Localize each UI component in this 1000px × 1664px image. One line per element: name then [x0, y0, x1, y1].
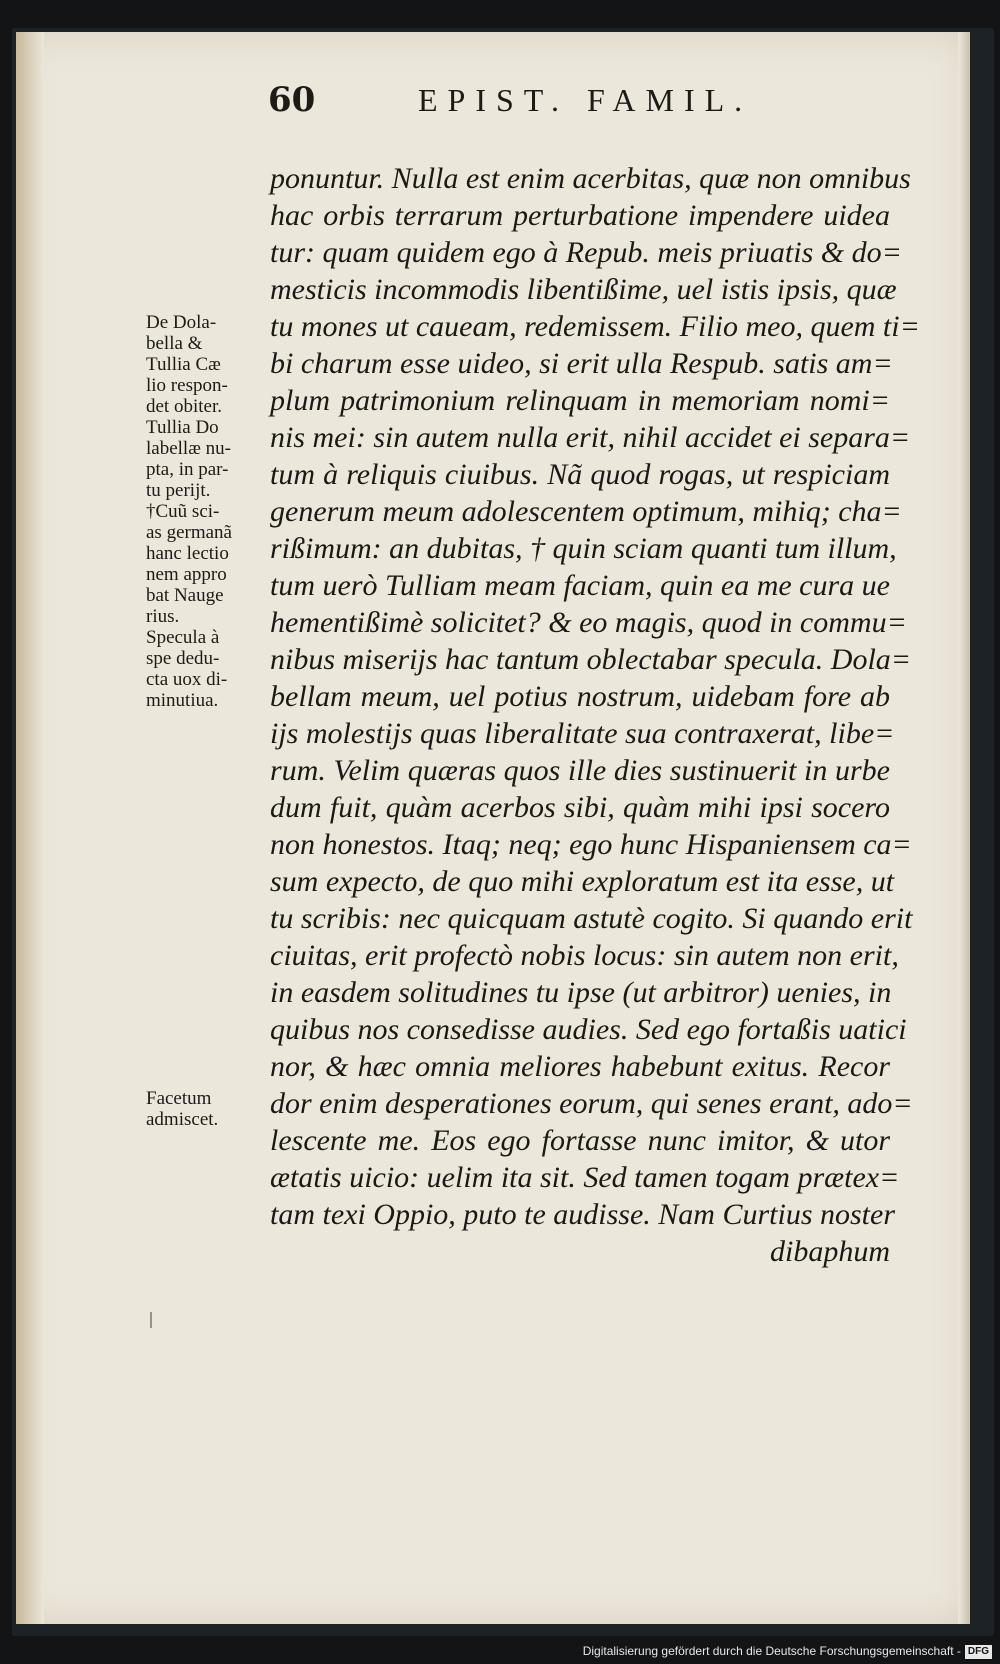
marginal-note-line: as germanã [146, 522, 232, 543]
marginal-note-line: tu perijt. [146, 480, 211, 501]
text-line: dum fuit, quàm acerbos sibi, quàm mihi ipsi socero [270, 791, 890, 824]
text-line: nor, & hæc omnia meliores habebunt exitus. Recor [270, 1050, 890, 1083]
marginal-note-dolabella [146, 312, 268, 711]
marginal-note-line: bat Nauge [146, 585, 224, 606]
text-line: mesticis incommodis libentißime, uel istis ipsis, quæ [270, 273, 897, 306]
dfg-logo: DFG [965, 1645, 992, 1659]
marginal-note-line: admiscet. [146, 1109, 219, 1130]
marginal-note-facetum [146, 1088, 268, 1130]
text-line: tu mones ut caueam, redemissem. Filio meo, quem ti= [270, 310, 920, 343]
text-line: tum à reliquis ciuibus. Nã quod rogas, ut respiciam [270, 458, 890, 491]
text-line: hac orbis terrarum perturbatione impendere uidea [270, 199, 890, 232]
text-line: ijs molestijs quas liberalitate sua contraxerat, libe= [270, 717, 895, 750]
marginal-note-line: lio respon- [146, 375, 228, 396]
marginal-note-line: Tullia Cæ [146, 354, 221, 375]
marginal-note-line: De Dola- [146, 312, 217, 333]
text-line: nis mei: sin autem nulla erit, nihil accidet ei separa= [270, 421, 911, 454]
text-line: ponuntur. Nulla est enim acerbitas, quæ non omnibus [270, 162, 911, 195]
marginal-note-line: det obiter. [146, 396, 222, 417]
marginal-note-line: Facetum [146, 1088, 212, 1109]
marginal-note-line: cta uox di- [146, 669, 228, 690]
text-line: generum meum adolescentem optimum, mihiq; cha= [270, 495, 902, 528]
marginal-note-line: labellæ nu- [146, 438, 231, 459]
text-line: tam texi Oppio, puto te audisse. Nam Curtius noster [270, 1198, 895, 1231]
marginal-note-line: minutiua. [146, 690, 219, 711]
running-title: EPIST. FAMIL. [418, 82, 753, 118]
text-line: nibus miserijs hac tantum oblectabar specula. Dola= [270, 643, 912, 676]
text-line: rum. Velim quæras quos ille dies sustinuerit in urbe [270, 754, 890, 787]
text-line: tu scribis: nec quicquam astutè cogito. Si quando erit [270, 902, 913, 935]
text-line: ætatis uicio: uelim ita sit. Sed tamen togam prætex= [270, 1161, 900, 1194]
text-line: bellam meum, uel potius nostrum, uidebam fore ab [270, 680, 890, 713]
page-fore-edge [958, 32, 970, 1624]
marginal-note-line: rius. [146, 606, 180, 627]
catchword: dibaphum [770, 1235, 890, 1268]
text-line: plum patrimonium relinquam in memoriam nomi= [270, 384, 890, 417]
text-line: sum expecto, de quo mihi exploratum est ita esse, ut [270, 865, 895, 898]
text-line: quibus nos consedisse audies. Sed ego fortaßis uatici [270, 1013, 907, 1046]
page-number: 60 [268, 80, 316, 120]
marginal-note-line: †Cuũ sci- [146, 501, 220, 522]
text-line: dor enim desperationes eorum, qui senes erant, ado= [270, 1087, 913, 1120]
margin-mark [150, 1312, 152, 1328]
text-line: lescente me. Eos ego fortasse nunc imitor, & utor [270, 1124, 890, 1157]
marginal-note-line: nem appro [146, 564, 227, 585]
page-gutter-shadow [16, 32, 44, 1624]
marginal-note-line: Tullia Do [146, 417, 219, 438]
text-line: tur: quam quidem ego à Repub. meis priuatis & do= [270, 236, 902, 269]
marginal-note-line: spe dedu- [146, 648, 220, 669]
running-head [268, 80, 788, 124]
marginal-note-line: hanc lectio [146, 543, 229, 564]
marginal-note-line: pta, in par- [146, 459, 229, 480]
digitization-credit [583, 1640, 992, 1662]
marginal-note-line: bella & [146, 333, 203, 354]
text-line: ciuitas, erit profectò nobis locus: sin autem non erit, [270, 939, 899, 972]
marginal-note-line: Specula à [146, 627, 220, 648]
credit-text: Digitalisierung gefördert durch die Deutsche Forschungsgemeinschaft - [582, 1644, 961, 1658]
text-line: bi charum esse uideo, si erit ulla Respub. satis am= [270, 347, 893, 380]
text-line: in easdem solitudines tu ipse (ut arbitror) uenies, in [270, 976, 892, 1009]
text-line: non honestos. Itaq; neq; ego hunc Hispaniensem ca= [270, 828, 912, 861]
main-text-block [270, 160, 920, 1270]
text-line: rißimum: an dubitas, † quin sciam quanti tum illum, [270, 532, 897, 565]
text-line: hementißimè solicitet? & eo magis, quod in commu= [270, 606, 907, 639]
text-line: tum uerò Tulliam meam faciam, quin ea me cura ue [270, 569, 890, 602]
